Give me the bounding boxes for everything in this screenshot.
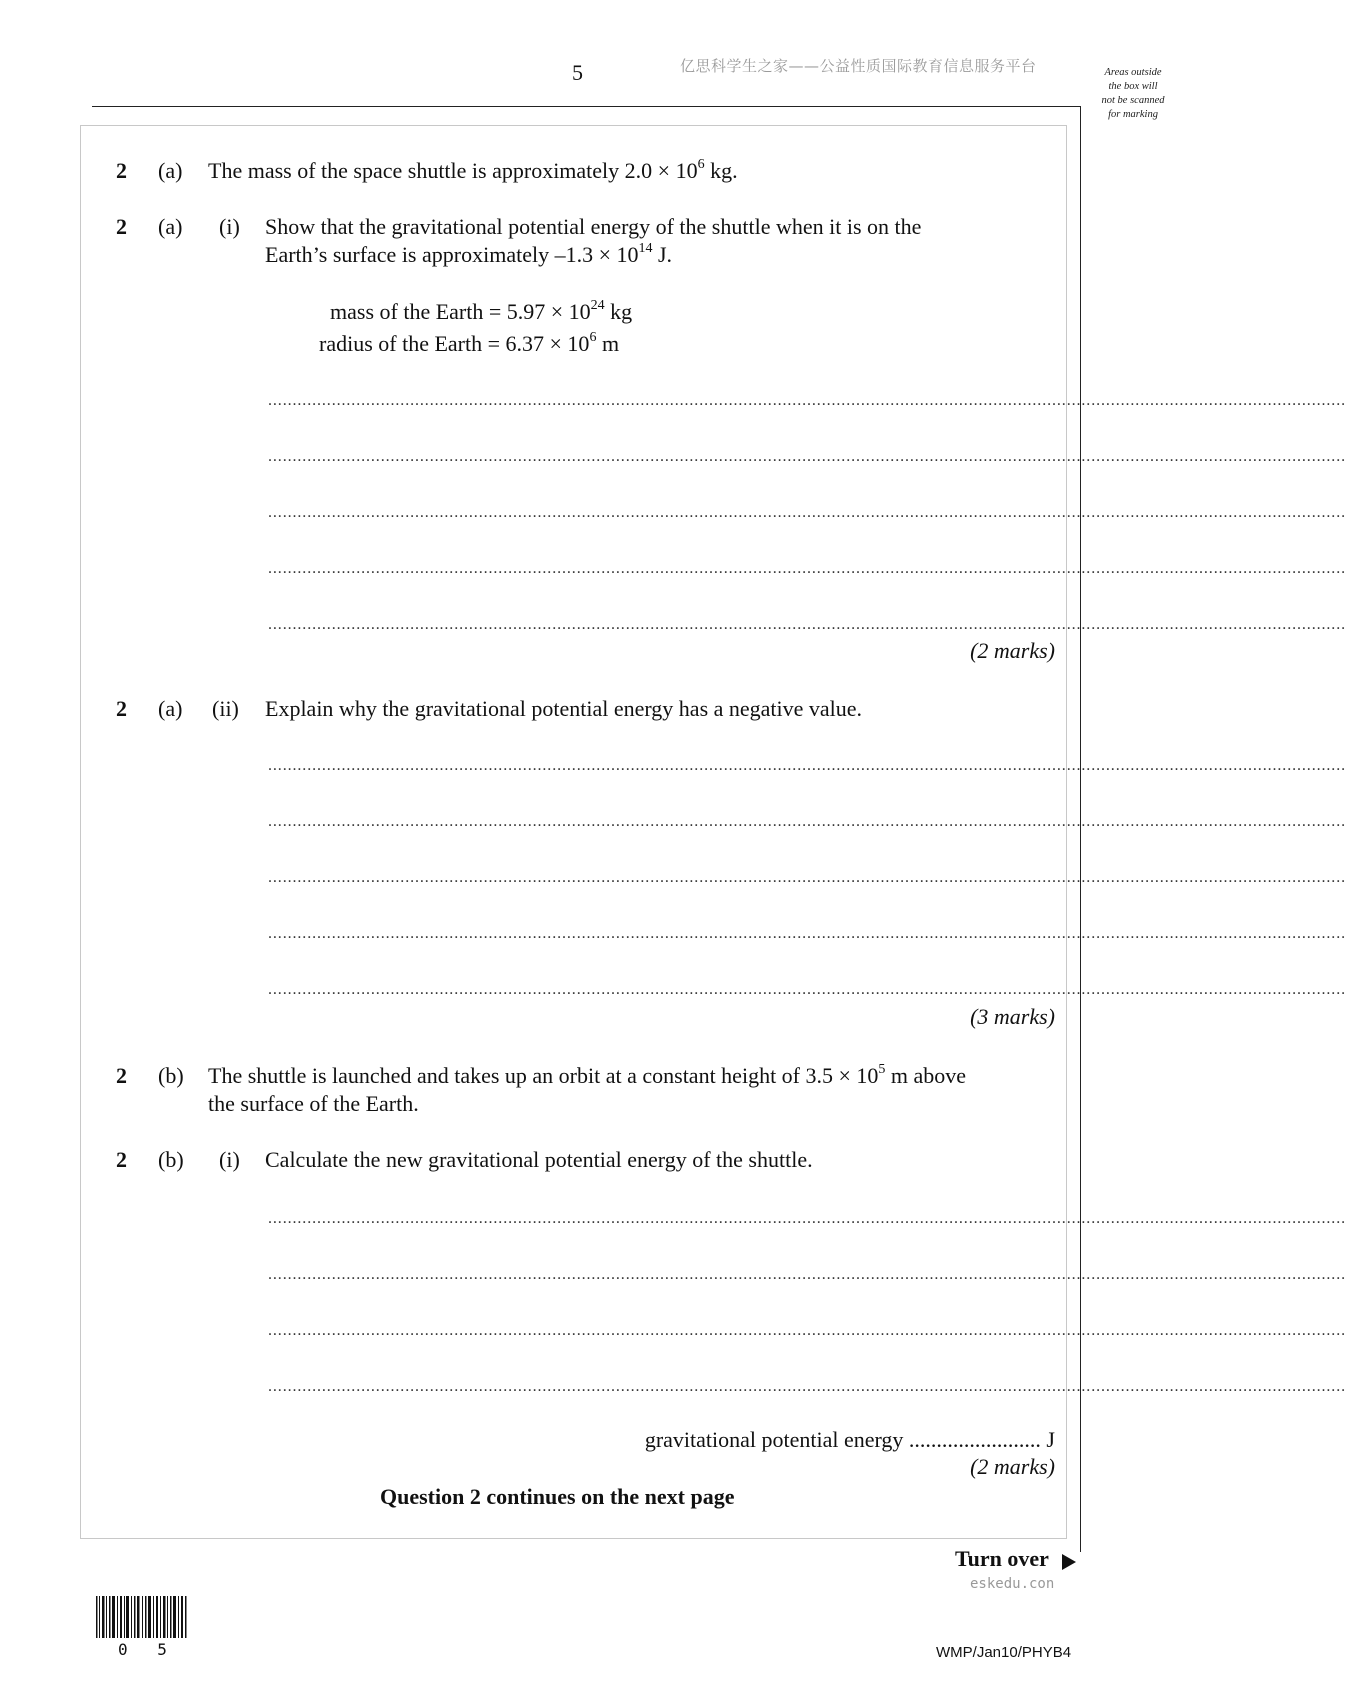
- question-part: (b): [158, 1147, 184, 1172]
- margin-note: [1090, 66, 1176, 122]
- answer-line[interactable]: ............................................................................................................................................................................................................................: [268, 504, 1346, 521]
- watermark-text: 亿思科学生之家——公益性质国际教育信息服务平台: [680, 57, 1037, 75]
- header-rule: [92, 106, 1080, 107]
- question-part: (b): [158, 1063, 184, 1088]
- given-data: mass of the Earth = $5.97 \times 10^{24}$ kg: [330, 298, 633, 324]
- paper-code: WMP/Jan10/PHYB4: [936, 1644, 1072, 1661]
- marks-label: (2 marks): [970, 1454, 1055, 1479]
- marks-label: (2 marks): [970, 638, 1055, 663]
- answer-line[interactable]: ............................................................................................................................................................................................................................: [268, 981, 1346, 998]
- answer-line[interactable]: ............................................................................................................................................................................................................................: [268, 560, 1346, 577]
- question-text: Explain why the gravitational potential energy has a negative value.: [265, 696, 863, 721]
- answer-line[interactable]: ............................................................................................................................................................................................................................: [268, 757, 1346, 774]
- question-subpart: (i): [219, 214, 240, 239]
- question-text: The shuttle is launched and takes up an orbit at a constant height of $3.5 \times 10^5$ m above: [208, 1062, 967, 1088]
- margin-note-line: Areas outside: [1104, 67, 1162, 78]
- question-text: the surface of the Earth.: [208, 1091, 419, 1116]
- answer-line[interactable]: ............................................................................................................................................................................................................................: [268, 1266, 1346, 1283]
- page-number: 5: [572, 60, 583, 85]
- question-number: 2: [116, 696, 127, 721]
- answer-line[interactable]: ............................................................................................................................................................................................................................: [268, 1322, 1346, 1339]
- margin-note-line: the box will: [1108, 81, 1158, 92]
- barcode-number: 0 5: [118, 1640, 177, 1659]
- question-part: (a): [158, 214, 183, 239]
- given-data: radius of the Earth = $6.37 \times 10^6$ m: [319, 330, 620, 356]
- question-subpart: (ii): [212, 696, 239, 721]
- answer-field-label[interactable]: gravitational potential energy ........................ J: [644, 1427, 1055, 1452]
- turn-over-label: Turn over: [955, 1546, 1049, 1571]
- answer-line[interactable]: ............................................................................................................................................................................................................................: [268, 616, 1346, 633]
- answer-line[interactable]: ............................................................................................................................................................................................................................: [268, 869, 1346, 886]
- question-number: 2: [116, 158, 127, 183]
- question-number: 2: [116, 1147, 127, 1172]
- answer-line[interactable]: ............................................................................................................................................................................................................................: [268, 1378, 1346, 1395]
- question-number: 2: [116, 1063, 127, 1088]
- arrow-right-icon: [1062, 1554, 1076, 1570]
- continues-note: Question 2 continues on the next page: [380, 1484, 735, 1509]
- answer-line[interactable]: ............................................................................................................................................................................................................................: [268, 448, 1346, 465]
- question-text: The mass of the space shuttle is approximately $2.0 \times 10^6$ kg.: [208, 157, 738, 183]
- question-text: Earth’s surface is approximately $-1.3 \times 10^{14}$ J.: [265, 241, 673, 267]
- answer-line[interactable]: ............................................................................................................................................................................................................................: [268, 392, 1346, 409]
- margin-note-line: for marking: [1108, 109, 1158, 120]
- answer-line[interactable]: ............................................................................................................................................................................................................................: [268, 925, 1346, 942]
- question-part: (a): [158, 696, 183, 721]
- question-text: Show that the gravitational potential energy of the shuttle when it is on the: [265, 214, 922, 239]
- question-part: (a): [158, 158, 183, 183]
- site-watermark: eskedu.con: [970, 1576, 1055, 1592]
- question-number: 2: [116, 214, 127, 239]
- question-text: Calculate the new gravitational potential energy of the shuttle.: [265, 1147, 813, 1172]
- marks-label: (3 marks): [970, 1004, 1055, 1029]
- question-subpart: (i): [219, 1147, 240, 1172]
- barcode-icon: [96, 1596, 188, 1638]
- answer-line[interactable]: ............................................................................................................................................................................................................................: [268, 813, 1346, 830]
- answer-line[interactable]: ............................................................................................................................................................................................................................: [268, 1210, 1346, 1227]
- margin-note-line: not be scanned: [1101, 95, 1165, 106]
